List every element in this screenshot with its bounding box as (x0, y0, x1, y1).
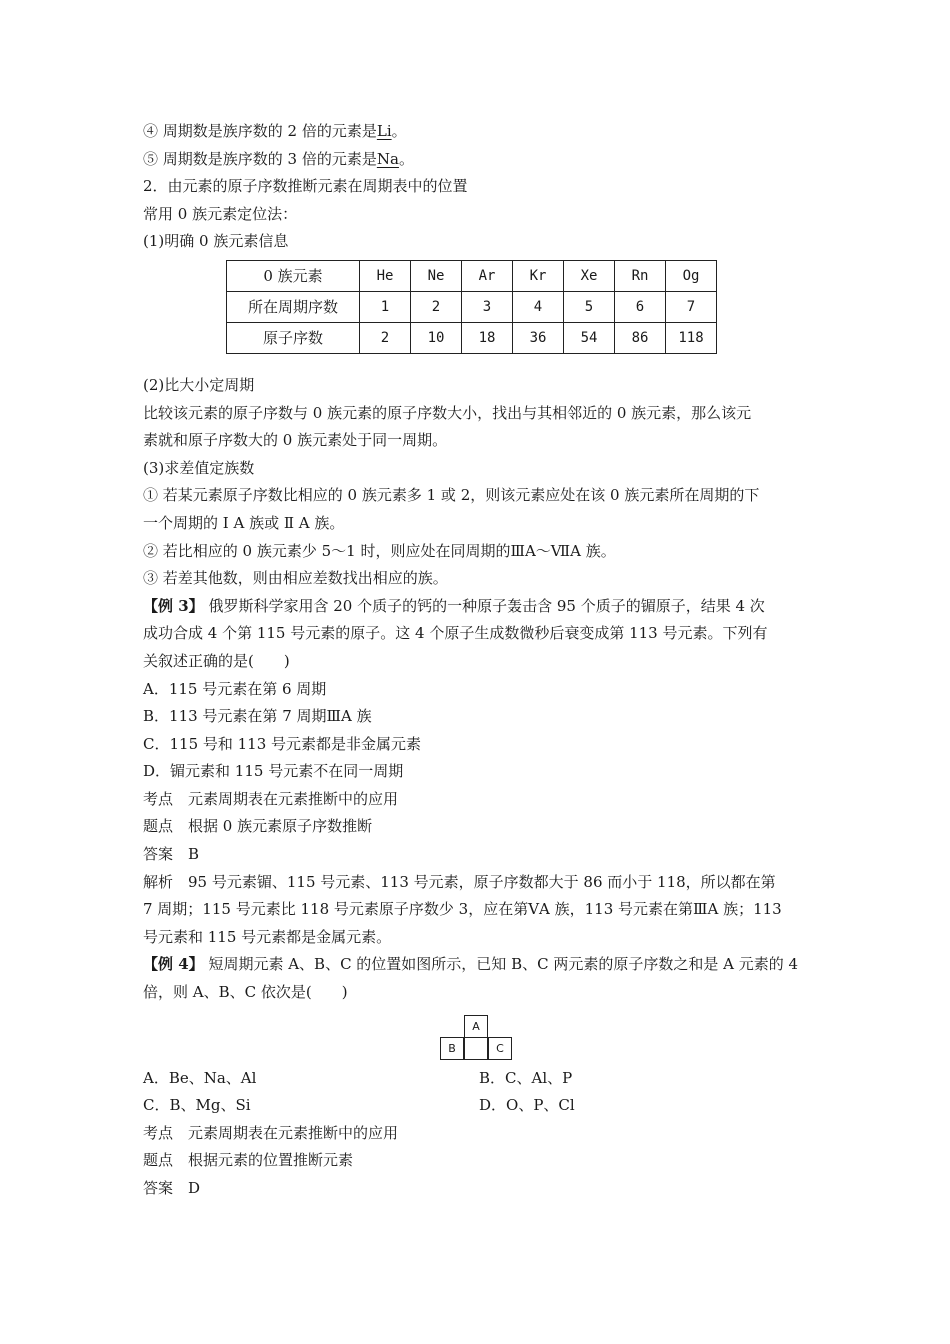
box-b: B (440, 1037, 464, 1060)
option-a: A．Be、Na、Al (143, 1068, 257, 1087)
text-line (143, 118, 815, 146)
option-c: C．B、Mg、Si (143, 1096, 251, 1115)
table-cell: Og (666, 260, 717, 291)
subheading: (3)求差值定族数 (143, 458, 255, 477)
table-cell: 2 (360, 322, 411, 353)
table-cell: 86 (615, 322, 666, 353)
text-line: 常用 0 族元素定位法： (143, 204, 298, 223)
table-cell: 118 (666, 322, 717, 353)
table-cell: Kr (513, 260, 564, 291)
row-label: 所在周期序数 (227, 291, 360, 322)
section-heading: 2．由元素的原子序数推断元素在周期表中的位置 (143, 177, 468, 196)
table-cell: 4 (513, 291, 564, 322)
tidian: 题点 根据 0 族元素原子序数推断 (143, 817, 373, 836)
text-line: 成功合成 4 个第 115 号元素的原子。这 4 个原子生成数微秒后衰变成第 113 号元素。下列有 (143, 624, 768, 643)
table-cell: He (360, 260, 411, 291)
option-b: B．113 号元素在第 7 周期ⅢA 族 (143, 707, 372, 726)
table-row (227, 322, 717, 353)
text: 。 (398, 149, 414, 168)
option-a: A．115 号元素在第 6 周期 (143, 679, 327, 698)
text-line: 素就和原子序数大的 0 族元素处于同一周期。 (143, 431, 448, 450)
analysis-line: 号元素和 115 号元素都是金属元素。 (143, 927, 392, 946)
text: 短周期元素 A、B、C 的位置如图所示，已知 B、C 两元素的原子序数之和是 A 元素的 4 (203, 955, 799, 974)
option-d: D．O、P、Cl (479, 1096, 575, 1115)
table-cell: Ne (411, 260, 462, 291)
row-label: 0 族元素 (227, 260, 360, 291)
text-line: ③ 若差其他数，则由相应差数找出相应的族。 (143, 569, 448, 588)
text: ⑤ 周期数是族序数的 3 倍的元素是 (143, 149, 377, 168)
row-label: 原子序数 (227, 322, 360, 353)
table-cell: 54 (564, 322, 615, 353)
text-line: ① 若某元素原子序数比相应的 0 族元素多 1 或 2，则该元素应处在该 0 族元素所在周期的下 (143, 486, 760, 505)
table-cell: 10 (411, 322, 462, 353)
answer: 答案 D (143, 1179, 201, 1197)
answer: 答案 B (143, 845, 200, 864)
subheading: (1)明确 0 族元素信息 (143, 232, 289, 251)
table-cell: Rn (615, 260, 666, 291)
table-cell: 6 (615, 291, 666, 322)
example-3-stem (143, 593, 815, 621)
text-line: 关叙述正确的是( ) (143, 651, 290, 670)
table-cell: 5 (564, 291, 615, 322)
box-c: C (488, 1037, 512, 1060)
table-cell: 1 (360, 291, 411, 322)
table-cell: 3 (462, 291, 513, 322)
answer-underlined: Li (376, 122, 392, 140)
example-4-stem (143, 951, 815, 979)
document-page (143, 118, 815, 1203)
box-a: A (464, 1015, 488, 1038)
text: 。 (391, 122, 407, 140)
subheading: (2)比大小定周期 (143, 375, 255, 394)
text: ④ 周期数是族序数的 2 倍的元素是 (143, 122, 377, 140)
table-cell: 7 (666, 291, 717, 322)
noble-gas-table (226, 260, 717, 354)
table-row (227, 291, 717, 322)
option-c: C．115 号和 113 号元素都是非金属元素 (143, 734, 422, 753)
text-line: ② 若比相应的 0 族元素少 5～1 时，则应处在同周期的ⅢA～ⅦA 族。 (143, 541, 616, 560)
table-cell: 36 (513, 322, 564, 353)
position-diagram (143, 1015, 815, 1061)
table-cell: 18 (462, 322, 513, 353)
table-cell: Xe (564, 260, 615, 291)
text-line: 倍，则 A、B、C 依次是( ) (143, 983, 348, 1002)
options-row (143, 1065, 815, 1093)
option-b: B．C、Al、P (479, 1068, 573, 1087)
option-d: D．镅元素和 115 号元素不在同一周期 (143, 762, 404, 781)
text-line: 一个周期的 Ⅰ A 族或 Ⅱ A 族。 (143, 513, 345, 532)
text-line: 比较该元素的原子序数与 0 族元素的原子序数大小，找出与其相邻近的 0 族元素，那么该元 (143, 403, 752, 422)
tidian: 题点 根据元素的位置推断元素 (143, 1151, 354, 1170)
answer-underlined: Na (376, 149, 399, 168)
example-tag: 【例 3】 (143, 596, 204, 615)
table-cell: Ar (462, 260, 513, 291)
kaodian: 考点 元素周期表在元素推断中的应用 (143, 789, 399, 808)
example-tag: 【例 4】 (143, 955, 204, 974)
box-empty (464, 1037, 488, 1060)
analysis-line: 7 周期；115 号元素比 118 号元素原子序数少 3，应在第ⅤA 族，113 号元素在第ⅢA 族；113 (143, 900, 782, 919)
kaodian: 考点 元素周期表在元素推断中的应用 (143, 1123, 399, 1142)
options-row (143, 1092, 815, 1120)
text: 俄罗斯科学家用含 20 个质子的钙的一种原子轰击含 95 个质子的镅原子，结果 4 次 (203, 596, 765, 615)
table-cell: 2 (411, 291, 462, 322)
table-row (227, 260, 717, 291)
analysis-line: 解析 95 号元素镅、115 号元素、113 号元素，原子序数都大于 86 而小于 118，所以都在第 (143, 872, 776, 891)
text-line (143, 146, 815, 174)
